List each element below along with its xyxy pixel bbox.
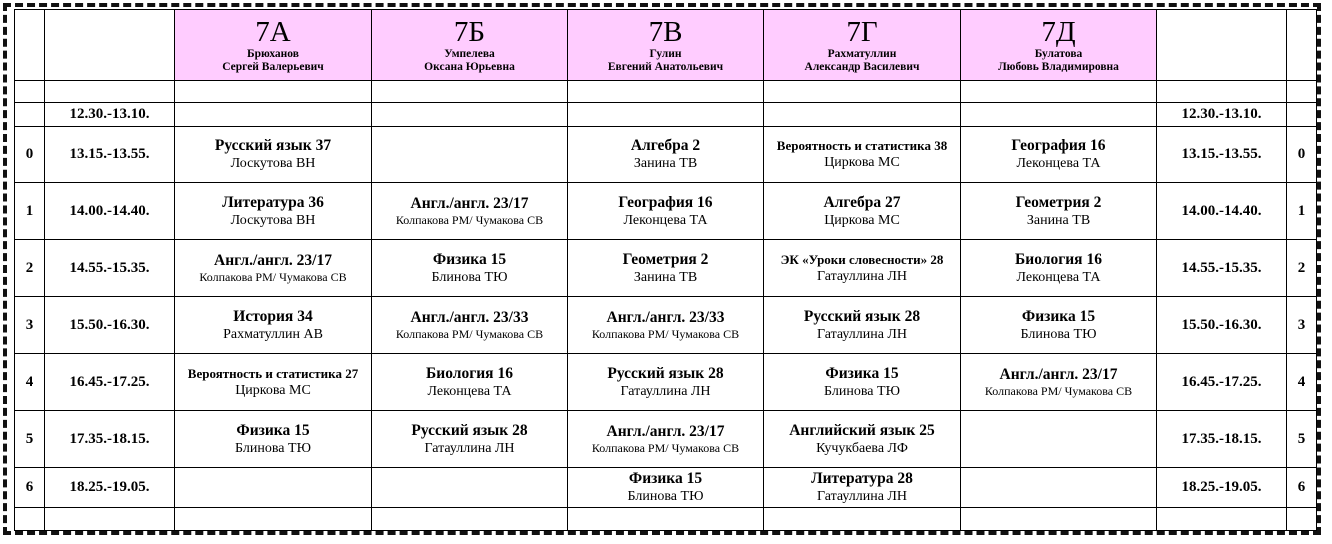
teacher: Лоскутова ВН [230, 156, 316, 171]
empty-cell [45, 81, 175, 103]
subject: Русский язык 28 [411, 421, 528, 439]
class-name: 7Б [453, 16, 486, 48]
lesson-row [15, 468, 1317, 508]
lesson-time: 14.55.-15.35. [1157, 240, 1287, 297]
lesson-cell [568, 297, 764, 354]
lesson-number: 4 [15, 354, 45, 411]
lesson-cell [372, 411, 568, 468]
subject: География 16 [1011, 137, 1106, 154]
lesson-cell [568, 127, 764, 183]
lesson-time: 12.30.-13.10. [45, 103, 175, 127]
empty-cell [1287, 508, 1317, 531]
lesson-number: 6 [15, 468, 45, 508]
teacher: Гатауллина ЛН [816, 489, 908, 504]
lesson-cell [372, 297, 568, 354]
lesson-row [15, 127, 1317, 183]
class-teacher-surname: Рахматуллин [827, 48, 897, 60]
empty-cell [1287, 81, 1317, 103]
class-teacher-surname: Умпелева [444, 48, 495, 60]
lesson-row [15, 240, 1317, 297]
lesson-row [15, 183, 1317, 240]
teacher: Колпакова РМ/ Чумакова СВ [395, 327, 544, 341]
lesson-cell [372, 468, 568, 508]
lesson-cell [175, 468, 372, 508]
subject: Литература 28 [811, 470, 913, 487]
lesson-cell [568, 354, 764, 411]
subject: Англ./англ. 23/17 [214, 252, 332, 269]
lesson-number: 5 [1287, 411, 1317, 468]
class-header-7g [764, 10, 961, 81]
lesson-time: 14.55.-15.35. [45, 240, 175, 297]
empty-cell [15, 81, 45, 103]
lesson-time: 13.15.-13.55. [45, 127, 175, 183]
lesson-number [1287, 103, 1317, 127]
teacher: Блинова ТЮ [235, 440, 311, 456]
teacher: Кучукбаева ЛФ [816, 440, 908, 456]
lesson-cell [372, 103, 568, 127]
lesson-cell [568, 468, 764, 508]
teacher: Гатауллина ЛН [816, 268, 908, 284]
empty-cell [1157, 508, 1287, 531]
header-row [15, 10, 1317, 81]
teacher: Блинова ТЮ [824, 383, 900, 399]
subject: Геометрия 2 [622, 250, 709, 268]
lesson-number: 3 [15, 297, 45, 354]
class-teacher-name: Александр Василевич [804, 61, 920, 73]
class-name: 7Д [1041, 16, 1076, 48]
teacher: Колпакова РМ/ Чумакова СВ [984, 384, 1133, 398]
lesson-row [15, 411, 1317, 468]
empty-cell [568, 508, 764, 531]
empty-cell [15, 508, 45, 531]
teacher: Занина ТВ [1026, 212, 1091, 228]
lesson-number: 0 [1287, 127, 1317, 183]
teacher: Гатауллина ЛН [424, 440, 515, 456]
lesson-number: 1 [1287, 183, 1317, 240]
subject: Вероятность и статистика 27 [187, 365, 359, 381]
subject: Англ./англ. 23/33 [606, 309, 725, 326]
lesson-cell [961, 183, 1157, 240]
teacher: Циркова МС [235, 382, 311, 398]
lesson-cell [175, 127, 372, 183]
lesson-cell [372, 240, 568, 297]
subject: Русский язык 28 [607, 364, 724, 382]
teacher: Колпакова РМ/ Чумакова СВ [199, 270, 347, 284]
class-teacher-name: Оксана Юрьевна [424, 61, 515, 73]
lesson-time: 12.30.-13.10. [1157, 103, 1287, 127]
spacer-row [15, 508, 1317, 531]
lesson-cell [961, 103, 1157, 127]
empty-cell [764, 508, 961, 531]
lesson-row [15, 103, 1317, 127]
empty-cell [15, 10, 45, 81]
empty-cell [175, 508, 372, 531]
spacer-row [15, 81, 1317, 103]
lesson-time: 17.35.-18.15. [1157, 411, 1287, 468]
subject: Физика 15 [236, 421, 310, 439]
teacher: Лоскутова ВН [230, 212, 316, 228]
lesson-time: 14.00.-14.40. [1157, 183, 1287, 240]
lesson-cell [175, 240, 372, 297]
empty-cell [961, 81, 1157, 103]
subject: Физика 15 [825, 364, 899, 382]
empty-cell [961, 508, 1157, 531]
lesson-cell [764, 127, 961, 183]
subject: Английский язык 25 [789, 421, 935, 439]
lesson-number: 2 [1287, 240, 1317, 297]
subject: Геометрия 2 [1015, 193, 1102, 211]
empty-cell [764, 81, 961, 103]
class-name: 7Г [846, 16, 878, 48]
class-name: 7А [255, 16, 291, 48]
empty-cell [568, 81, 764, 103]
subject: Русский язык 37 [214, 137, 332, 154]
subject: Физика 15 [1021, 307, 1096, 325]
empty-cell [1157, 10, 1287, 81]
class-header-7b [372, 10, 568, 81]
empty-cell [45, 10, 175, 81]
teacher: Колпакова РМ/ Чумакова СВ [591, 441, 740, 455]
lesson-cell [764, 354, 961, 411]
teacher: Блинова ТЮ [627, 489, 704, 504]
subject: Биология 16 [426, 364, 513, 382]
teacher: Занина ТВ [633, 269, 698, 285]
lesson-cell [175, 103, 372, 127]
subject: Вероятность и статистика 38 [776, 138, 948, 153]
lesson-time: 18.25.-19.05. [45, 468, 175, 508]
lesson-number: 4 [1287, 354, 1317, 411]
subject: География 16 [618, 193, 713, 211]
lesson-number: 3 [1287, 297, 1317, 354]
teacher: Циркова МС [824, 212, 900, 228]
lesson-time: 16.45.-17.25. [45, 354, 175, 411]
subject: Алгебра 2 [630, 137, 701, 154]
class-header-7a [175, 10, 372, 81]
lesson-cell [961, 297, 1157, 354]
lesson-number: 2 [15, 240, 45, 297]
lesson-cell [764, 103, 961, 127]
teacher: Блинова ТЮ [431, 269, 508, 285]
lesson-cell [568, 240, 764, 297]
lesson-cell [961, 240, 1157, 297]
subject: Литература 36 [222, 193, 324, 211]
lesson-number: 0 [15, 127, 45, 183]
lesson-time: 18.25.-19.05. [1157, 468, 1287, 508]
class-teacher-surname: Булатова [1034, 48, 1083, 60]
lesson-cell [175, 411, 372, 468]
lesson-time: 15.50.-16.30. [1157, 297, 1287, 354]
lesson-cell [961, 354, 1157, 411]
class-teacher-name: Евгений Анатольевич [607, 61, 724, 73]
lesson-cell [372, 183, 568, 240]
class-teacher-surname: Брюханов [247, 48, 299, 60]
lesson-cell [764, 240, 961, 297]
schedule-table [14, 9, 1317, 531]
teacher: Гатауллина ЛН [816, 326, 908, 342]
subject: Англ./англ. 23/17 [606, 423, 725, 440]
lesson-time: 14.00.-14.40. [45, 183, 175, 240]
class-teacher-surname: Гулин [649, 48, 682, 60]
subject: Англ./англ. 23/33 [410, 309, 529, 326]
lesson-cell [175, 183, 372, 240]
lesson-cell [568, 411, 764, 468]
lesson-cell [568, 183, 764, 240]
teacher: Занина ТВ [633, 156, 698, 171]
empty-cell [372, 508, 568, 531]
lesson-number: 6 [1287, 468, 1317, 508]
teacher: Леконцева ТА [1016, 156, 1101, 171]
lesson-cell [764, 183, 961, 240]
teacher: Рахматуллин АВ [223, 326, 323, 342]
lesson-time: 13.15.-13.55. [1157, 127, 1287, 183]
subject: Англ./англ. 23/17 [410, 195, 529, 212]
lesson-cell [961, 411, 1157, 468]
teacher: Леконцева ТА [623, 212, 708, 228]
lesson-time: 16.45.-17.25. [1157, 354, 1287, 411]
lesson-cell [764, 468, 961, 508]
subject: История 34 [233, 307, 313, 325]
subject: Русский язык 28 [803, 307, 921, 325]
lesson-cell [175, 354, 372, 411]
class-name: 7В [648, 16, 683, 48]
subject: ЭК «Уроки словесности» 28 [780, 251, 944, 267]
lesson-cell [568, 103, 764, 127]
lesson-cell [764, 297, 961, 354]
subject: Биология 16 [1015, 250, 1102, 268]
teacher: Циркова МС [824, 155, 900, 170]
lesson-time: 17.35.-18.15. [45, 411, 175, 468]
subject: Физика 15 [628, 470, 703, 487]
class-header-7d [961, 10, 1157, 81]
lesson-cell [961, 127, 1157, 183]
empty-cell [175, 81, 372, 103]
lesson-cell [961, 468, 1157, 508]
lesson-cell [764, 411, 961, 468]
teacher: Леконцева ТА [427, 383, 512, 399]
lesson-number [15, 103, 45, 127]
empty-cell [372, 81, 568, 103]
subject: Физика 15 [432, 250, 507, 268]
teacher: Колпакова РМ/ Чумакова СВ [591, 327, 740, 341]
lesson-number: 5 [15, 411, 45, 468]
teacher: Леконцева ТА [1016, 269, 1101, 285]
teacher: Колпакова РМ/ Чумакова СВ [395, 213, 544, 227]
teacher: Блинова ТЮ [1020, 326, 1097, 342]
empty-cell [1287, 10, 1317, 81]
subject: Алгебра 27 [823, 193, 901, 211]
lesson-cell [175, 297, 372, 354]
lesson-number: 1 [15, 183, 45, 240]
lesson-time: 15.50.-16.30. [45, 297, 175, 354]
lesson-row [15, 297, 1317, 354]
empty-cell [1157, 81, 1287, 103]
class-teacher-name: Любовь Владимировна [998, 61, 1119, 73]
lesson-cell [372, 127, 568, 183]
lesson-row [15, 354, 1317, 411]
subject: Англ./англ. 23/17 [999, 366, 1118, 383]
class-teacher-name: Сергей Валерьевич [222, 61, 324, 73]
lesson-cell [372, 354, 568, 411]
empty-cell [45, 508, 175, 531]
teacher: Гатауллина ЛН [620, 383, 711, 399]
class-header-7v [568, 10, 764, 81]
